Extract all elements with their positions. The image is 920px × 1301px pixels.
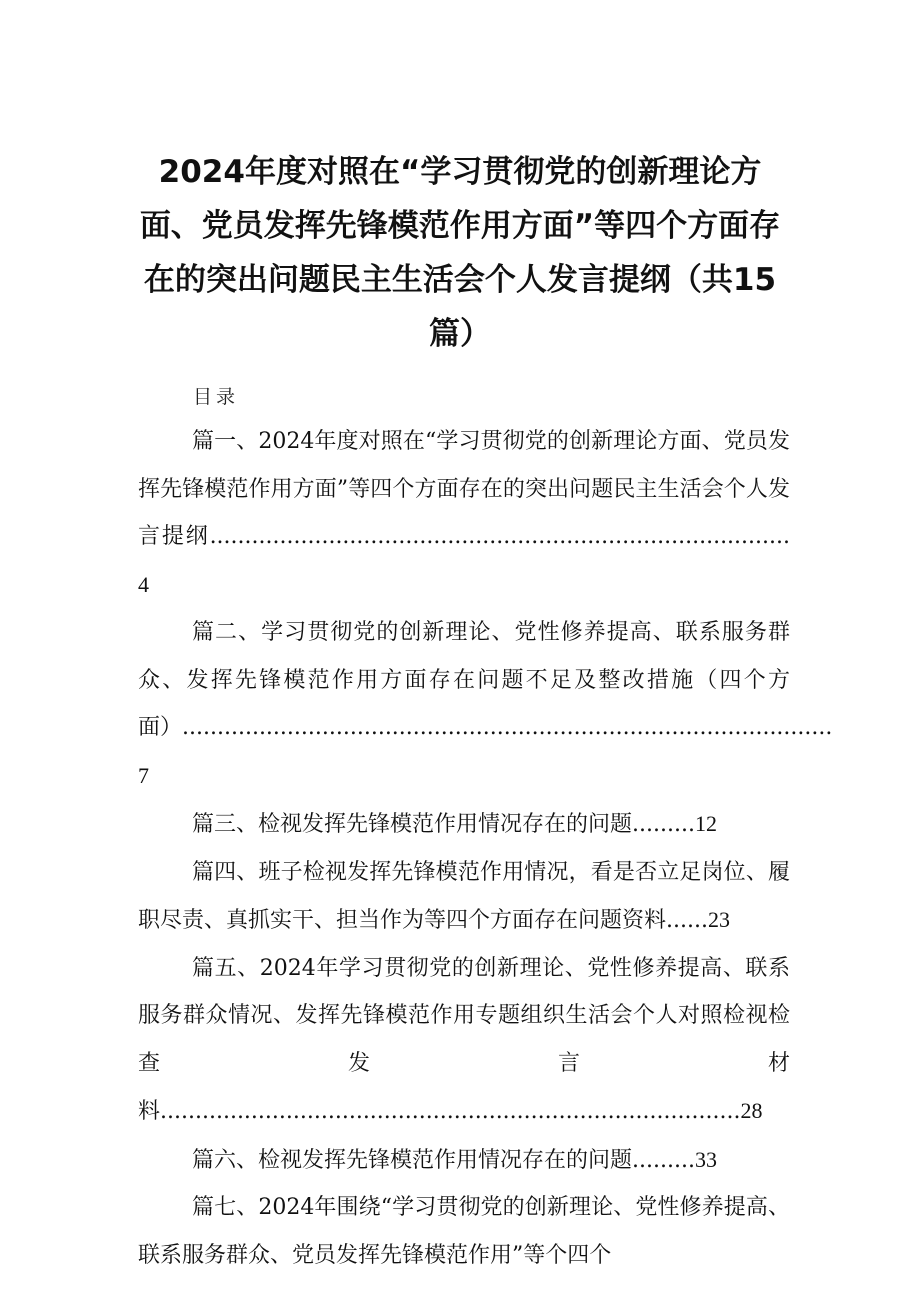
toc-entry-text: 篇五、2024年学习贯彻党的创新理论、党性修养提高、联系服务群众情况、发挥先锋模范作用专题组织生活会个人对照检视检查发言材料 xyxy=(138,955,790,1124)
document-title: 2024年度对照在“学习贯彻党的创新理论方面、党员发挥先锋模范作用方面”等四个方面存在的突出问题民主生活会个人发言提纲（共15篇） xyxy=(139,154,781,352)
toc-entry-5[interactable] xyxy=(138,945,790,1136)
toc-entry-text: 篇六、检视发挥先锋模范作用情况存在的问题 xyxy=(192,1147,633,1173)
toc-entry-7[interactable] xyxy=(138,1184,790,1279)
toc-entry-leader: ................................................................................... xyxy=(160,1099,741,1124)
toc-entry-page: 4 xyxy=(138,571,149,597)
toc-entry-page: 7 xyxy=(138,762,149,788)
toc-entry-leader: ................................................................................... xyxy=(209,524,790,549)
toc-entry-2[interactable] xyxy=(138,609,833,800)
toc-entry-1[interactable] xyxy=(138,418,790,609)
toc-entry-page: 28 xyxy=(740,1098,763,1123)
toc-entry-leader: ......... xyxy=(632,1147,695,1173)
toc-entry-leader: ............................................................................................. xyxy=(182,715,833,740)
toc-entry-text: 篇七、2024年围绕“学习贯彻党的创新理论、党性修养提高、联系服务群众、党员发挥先锋模范作用”等个四个 xyxy=(138,1195,790,1268)
toc-label: 目录 xyxy=(193,386,240,408)
toc-entry-text: 篇二、学习贯彻党的创新理论、党性修养提高、联系服务群众、发挥先锋模范作用方面存在问题不足及整改措施（四个方面） xyxy=(138,620,790,740)
toc-entry-4[interactable] xyxy=(138,849,790,945)
table-of-contents xyxy=(138,418,833,1279)
toc-entry-3[interactable] xyxy=(138,800,790,849)
toc-entry-text: 篇四、班子检视发挥先锋模范作用情况，看是否立足岗位、履职尽责、真抓实干、担当作为等四个方面存在问题资料 xyxy=(138,859,790,933)
toc-entry-page: 23 xyxy=(707,907,730,932)
toc-entry-page: 12 xyxy=(694,811,717,836)
toc-entry-6[interactable] xyxy=(138,1136,790,1185)
toc-entry-leader: ......... xyxy=(632,812,695,837)
toc-entry-leader: ...... xyxy=(666,908,708,933)
toc-entry-page: 33 xyxy=(694,1146,717,1172)
toc-entry-text: 篇一、2024年度对照在“学习贯彻党的创新理论方面、党员发挥先锋模范作用方面”等四个方面存在的突出问题民主生活会个人发言提纲 xyxy=(138,429,790,549)
toc-entry-text: 篇三、检视发挥先锋模范作用情况存在的问题 xyxy=(192,812,633,837)
